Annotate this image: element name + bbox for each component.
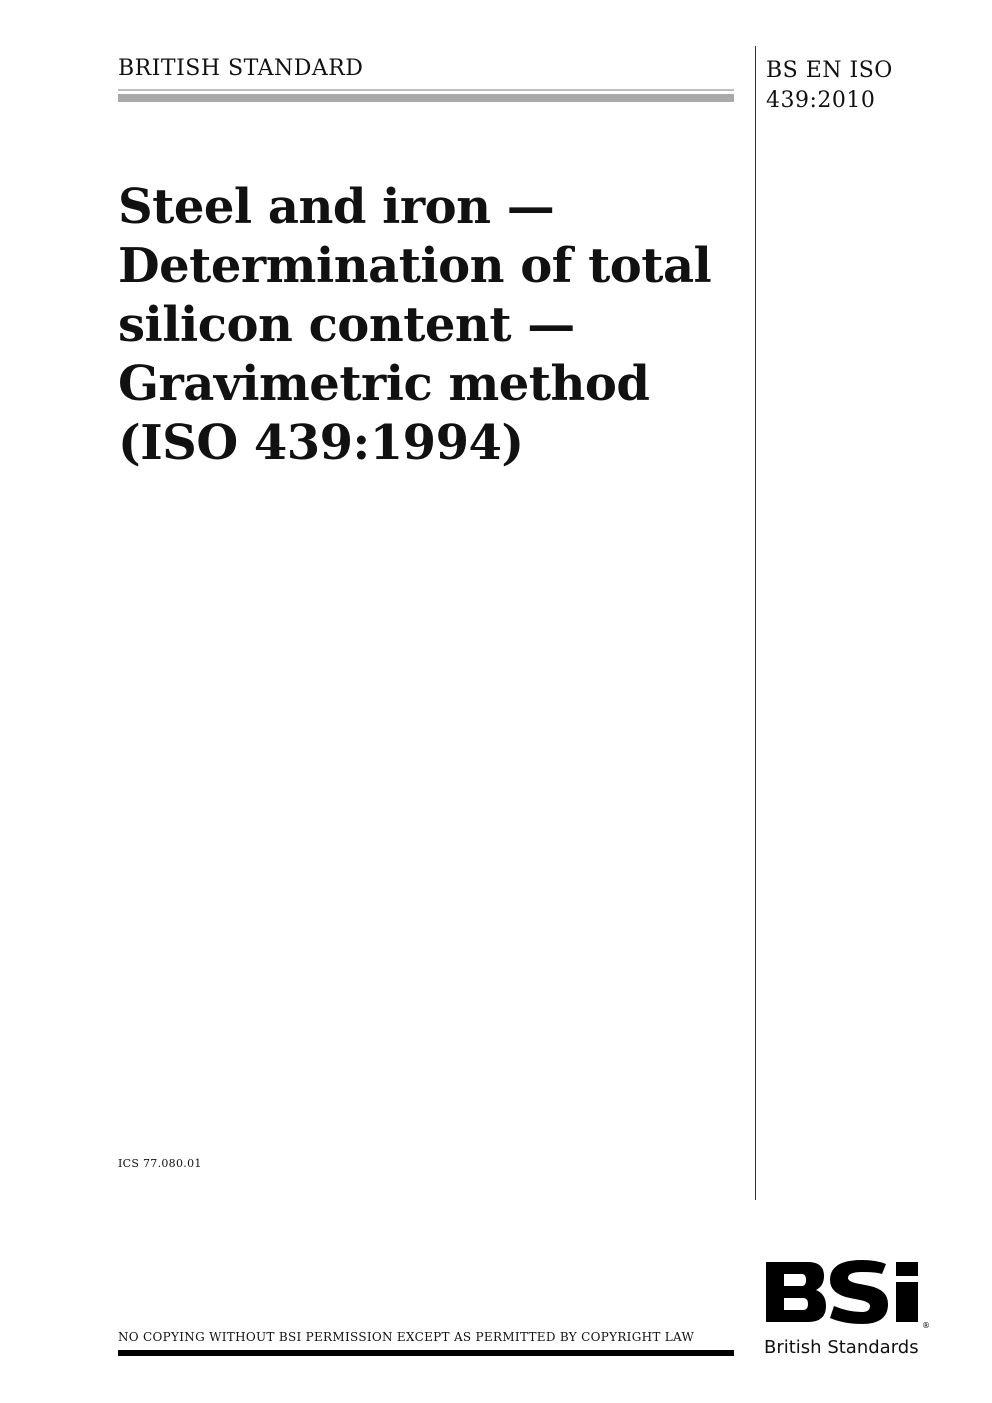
document-title [118, 178, 738, 473]
copyright-notice: NO COPYING WITHOUT BSI PERMISSION EXCEPT AS PERMITTED BY COPYRIGHT LAW [118, 1330, 695, 1344]
brand-name: British Standards [764, 1337, 919, 1358]
title-line-2: Determination of total [118, 238, 712, 294]
header-label: BRITISH STANDARD [118, 56, 364, 81]
ics-code: ICS 77.080.01 [118, 1157, 202, 1170]
document-number-line-1: BS EN ISO [766, 58, 893, 83]
footer-black-rule [118, 1350, 734, 1356]
title-line-5: (ISO 439:1994) [118, 415, 524, 471]
title-line-4: Gravimetric method [118, 356, 650, 412]
vertical-divider [755, 46, 756, 1200]
title-line-1: Steel and iron — [118, 179, 555, 235]
document-number [766, 56, 893, 116]
document-number-line-2: 439:2010 [766, 88, 876, 113]
title-line-3: silicon content — [118, 297, 575, 353]
header-grey-rule-thin [118, 89, 734, 91]
header-grey-rule [118, 94, 734, 102]
bsi-logo-icon [764, 1258, 934, 1328]
registered-mark: ® [922, 1321, 930, 1328]
